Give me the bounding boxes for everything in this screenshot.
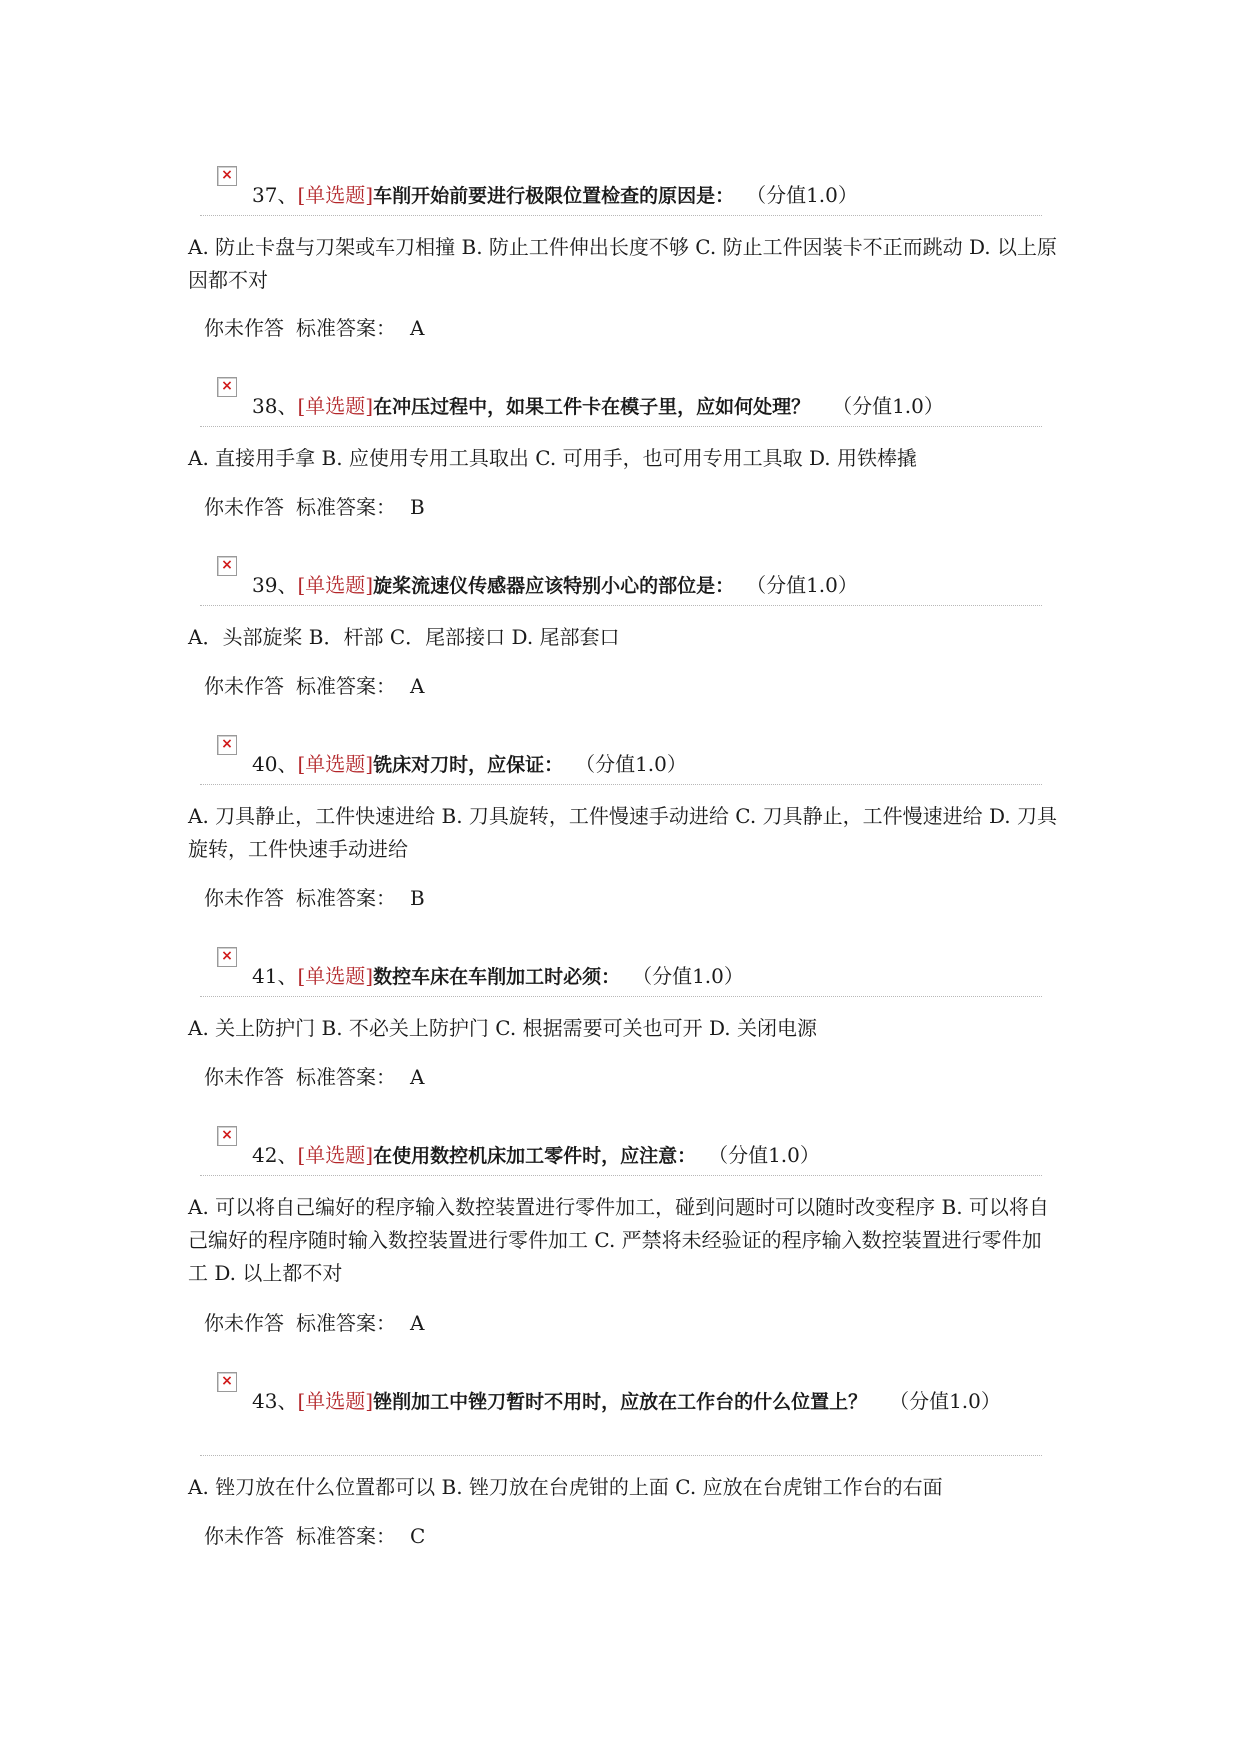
question-score: （分值1.0） bbox=[889, 1389, 1001, 1413]
divider bbox=[200, 1455, 1042, 1456]
question-text: 在使用数控机床加工零件时，应注意： bbox=[373, 1145, 697, 1167]
question-type: [单选题] bbox=[297, 964, 374, 988]
standard-answer-label: 标准答案： bbox=[296, 316, 396, 340]
question-options: A. 可以将自己编好的程序输入数控装置进行零件加工，碰到问题时可以随时改变程序 B. 可以将自己编好的程序随时输入数控装置进行零件加工 C. 严禁将未经验证的程序输入数控装置进行零件加工 D. 以上都不对 bbox=[188, 1195, 1049, 1285]
question-number: 42、 bbox=[252, 1143, 298, 1167]
question-text: 锉削加工中锉刀暂时不用时，应放在工作台的什么位置上？ bbox=[373, 1391, 868, 1413]
divider bbox=[200, 1175, 1042, 1176]
question-options: A. 防止卡盘与刀架或车刀相撞 B. 防止工件伸出长度不够 C. 防止工件因装卡不正而跳动 D. 以上原因都不对 bbox=[188, 235, 1057, 292]
standard-answer-value: B bbox=[410, 886, 425, 910]
broken-image-icon: × bbox=[217, 556, 237, 576]
broken-image-icon: × bbox=[217, 377, 237, 397]
answer-line bbox=[204, 671, 424, 701]
question-number: 37、 bbox=[252, 183, 298, 207]
answer-line bbox=[204, 492, 425, 522]
standard-answer-label: 标准答案： bbox=[296, 886, 396, 910]
question-text: 数控车床在车削加工时必须： bbox=[373, 966, 621, 988]
standard-answer-value: A bbox=[410, 674, 425, 698]
divider bbox=[200, 784, 1042, 785]
question-text: 车削开始前要进行极限位置检查的原因是： bbox=[373, 185, 735, 207]
question-type: [单选题] bbox=[297, 573, 374, 597]
divider bbox=[200, 215, 1042, 216]
no-answer-label: 你未作答 bbox=[204, 1311, 284, 1335]
broken-image-icon: × bbox=[217, 947, 237, 967]
standard-answer-value: C bbox=[410, 1524, 426, 1548]
no-answer-label: 你未作答 bbox=[204, 1524, 284, 1548]
question-title bbox=[200, 960, 1040, 994]
standard-answer-value: A bbox=[410, 316, 425, 340]
question-options: A．头部旋桨 B．杆部 C．尾部接口 D. 尾部套口 bbox=[188, 625, 620, 649]
no-answer-label: 你未作答 bbox=[204, 674, 284, 698]
question-title bbox=[200, 179, 1040, 213]
standard-answer-label: 标准答案： bbox=[296, 495, 396, 519]
question-text: 在冲压过程中，如果工件卡在模子里，应如何处理？ bbox=[373, 396, 811, 418]
broken-image-icon: × bbox=[217, 735, 237, 755]
question-text: 铣床对刀时，应保证： bbox=[373, 754, 564, 776]
question-title bbox=[200, 1139, 1040, 1173]
answer-line bbox=[204, 1062, 424, 1092]
divider bbox=[200, 426, 1042, 427]
question-title bbox=[200, 390, 1040, 424]
standard-answer-label: 标准答案： bbox=[296, 1524, 396, 1548]
question-score: （分值1.0） bbox=[756, 183, 858, 207]
broken-image-icon: × bbox=[217, 166, 237, 186]
standard-answer-label: 标准答案： bbox=[296, 1065, 396, 1089]
question-number: 41、 bbox=[252, 964, 298, 988]
question-score: （分值1.0） bbox=[642, 964, 744, 988]
question-score: （分值1.0） bbox=[718, 1143, 820, 1167]
question-title bbox=[200, 748, 1040, 782]
question-text: 旋桨流速仪传感器应该特别小心的部位是： bbox=[373, 575, 735, 597]
standard-answer-value: A bbox=[410, 1065, 425, 1089]
answer-line bbox=[204, 883, 425, 913]
answer-line bbox=[204, 1521, 425, 1551]
question-score: （分值1.0） bbox=[585, 752, 687, 776]
question-type: [单选题] bbox=[297, 1389, 374, 1413]
divider bbox=[200, 996, 1042, 997]
question-number: 38、 bbox=[252, 394, 298, 418]
question-type: [单选题] bbox=[297, 752, 374, 776]
broken-image-icon: × bbox=[217, 1372, 237, 1392]
standard-answer-value: A bbox=[410, 1311, 425, 1335]
question-title bbox=[200, 569, 1040, 603]
question-type: [单选题] bbox=[297, 1143, 374, 1167]
question-number: 40、 bbox=[252, 752, 298, 776]
no-answer-label: 你未作答 bbox=[204, 495, 284, 519]
broken-image-icon: × bbox=[217, 1126, 237, 1146]
answer-line bbox=[204, 313, 424, 343]
standard-answer-label: 标准答案： bbox=[296, 1311, 396, 1335]
question-options: A. 刀具静止，工件快速进给 B. 刀具旋转，工件慢速手动进给 C. 刀具静止，工件慢速进给 D. 刀具旋转，工件快速手动进给 bbox=[188, 804, 1057, 861]
question-options: A. 关上防护门 B. 不必关上防护门 C. 根据需要可关也可开 D. 关闭电源 bbox=[188, 1016, 817, 1040]
question-title bbox=[200, 1385, 1045, 1419]
standard-answer-label: 标准答案： bbox=[296, 674, 396, 698]
question-options: A. 直接用手拿 B. 应使用专用工具取出 C. 可用手，也可用专用工具取 D. 用铁棒撬 bbox=[188, 446, 917, 470]
no-answer-label: 你未作答 bbox=[204, 316, 284, 340]
question-score: （分值1.0） bbox=[756, 573, 858, 597]
no-answer-label: 你未作答 bbox=[204, 1065, 284, 1089]
question-score: （分值1.0） bbox=[832, 394, 944, 418]
question-options: A. 锉刀放在什么位置都可以 B. 锉刀放在台虎钳的上面 C. 应放在台虎钳工作台的右面 bbox=[188, 1475, 943, 1499]
question-type: [单选题] bbox=[297, 183, 374, 207]
answer-line bbox=[204, 1308, 424, 1338]
question-number: 43、 bbox=[252, 1389, 298, 1413]
question-number: 39、 bbox=[252, 573, 298, 597]
standard-answer-value: B bbox=[410, 495, 425, 519]
no-answer-label: 你未作答 bbox=[204, 886, 284, 910]
question-type: [单选题] bbox=[297, 394, 374, 418]
divider bbox=[200, 605, 1042, 606]
